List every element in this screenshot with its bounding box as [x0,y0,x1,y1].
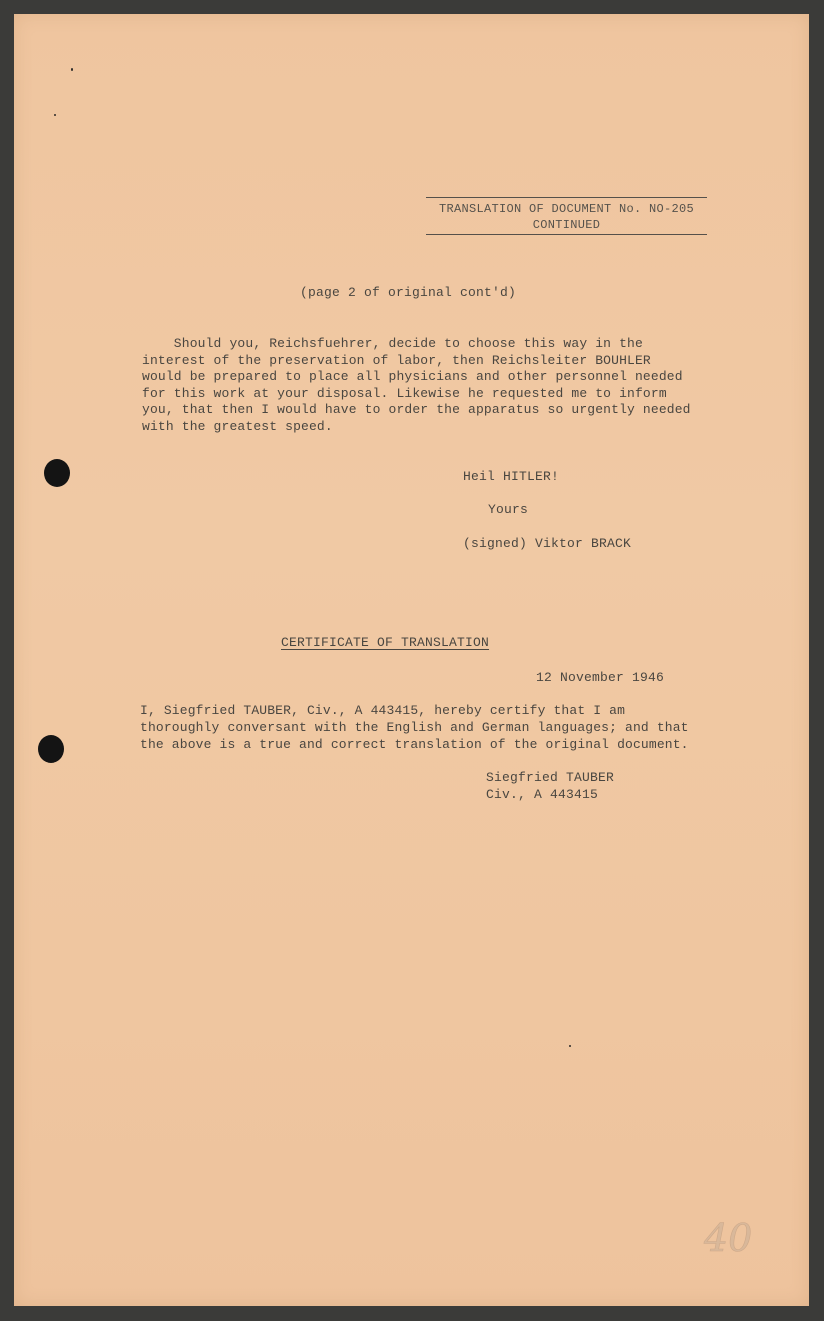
body-line: with the greatest speed. [142,418,333,434]
certificate-line: the above is a true and correct translation of the original document. [140,737,689,752]
body-line: interest of the preservation of labor, then Reichsleiter BOUHLER [142,352,651,368]
certificate-text [140,702,689,753]
document-header [426,197,707,235]
closing-salutation: Heil HITLER! [463,469,560,484]
closing-signature: (signed) Viktor BRACK [463,536,632,551]
translator-id: Civ., A 443415 [486,787,599,802]
paper-speck [54,114,56,116]
header-title: TRANSLATION OF DOCUMENT No. NO-205 [438,202,695,216]
closing-yours: Yours [488,502,529,517]
page-note: (page 2 of original cont'd) [300,285,517,300]
handwritten-page-number [702,1211,754,1263]
certificate-title: CERTIFICATE OF TRANSLATION [281,635,490,650]
body-line: for this work at your disposal. Likewise he requested me to inform [142,385,667,401]
body-paragraph [142,336,691,435]
punch-hole-lower [38,735,64,763]
certificate-line: thoroughly conversant with the English and German languages; and that [140,720,689,735]
page-number-text: 40 [704,1216,753,1260]
certificate-date: 12 November 1946 [536,670,665,685]
punch-hole-upper [44,459,70,487]
paper-speck [71,68,73,71]
certificate-line: I, Siegfried TAUBER, Civ., A 443415, hereby certify that I am [140,703,626,718]
translator-name: Siegfried TAUBER [486,770,615,785]
body-line: would be prepared to place all physicians and other personnel needed [142,369,683,384]
body-line: Should you, Reichsfuehrer, decide to choose this way in the [142,336,643,351]
header-continued: CONTINUED [532,218,601,232]
paper-speck [569,1045,571,1047]
body-line: you, that then I would have to order the apparatus so urgently needed [142,402,691,417]
